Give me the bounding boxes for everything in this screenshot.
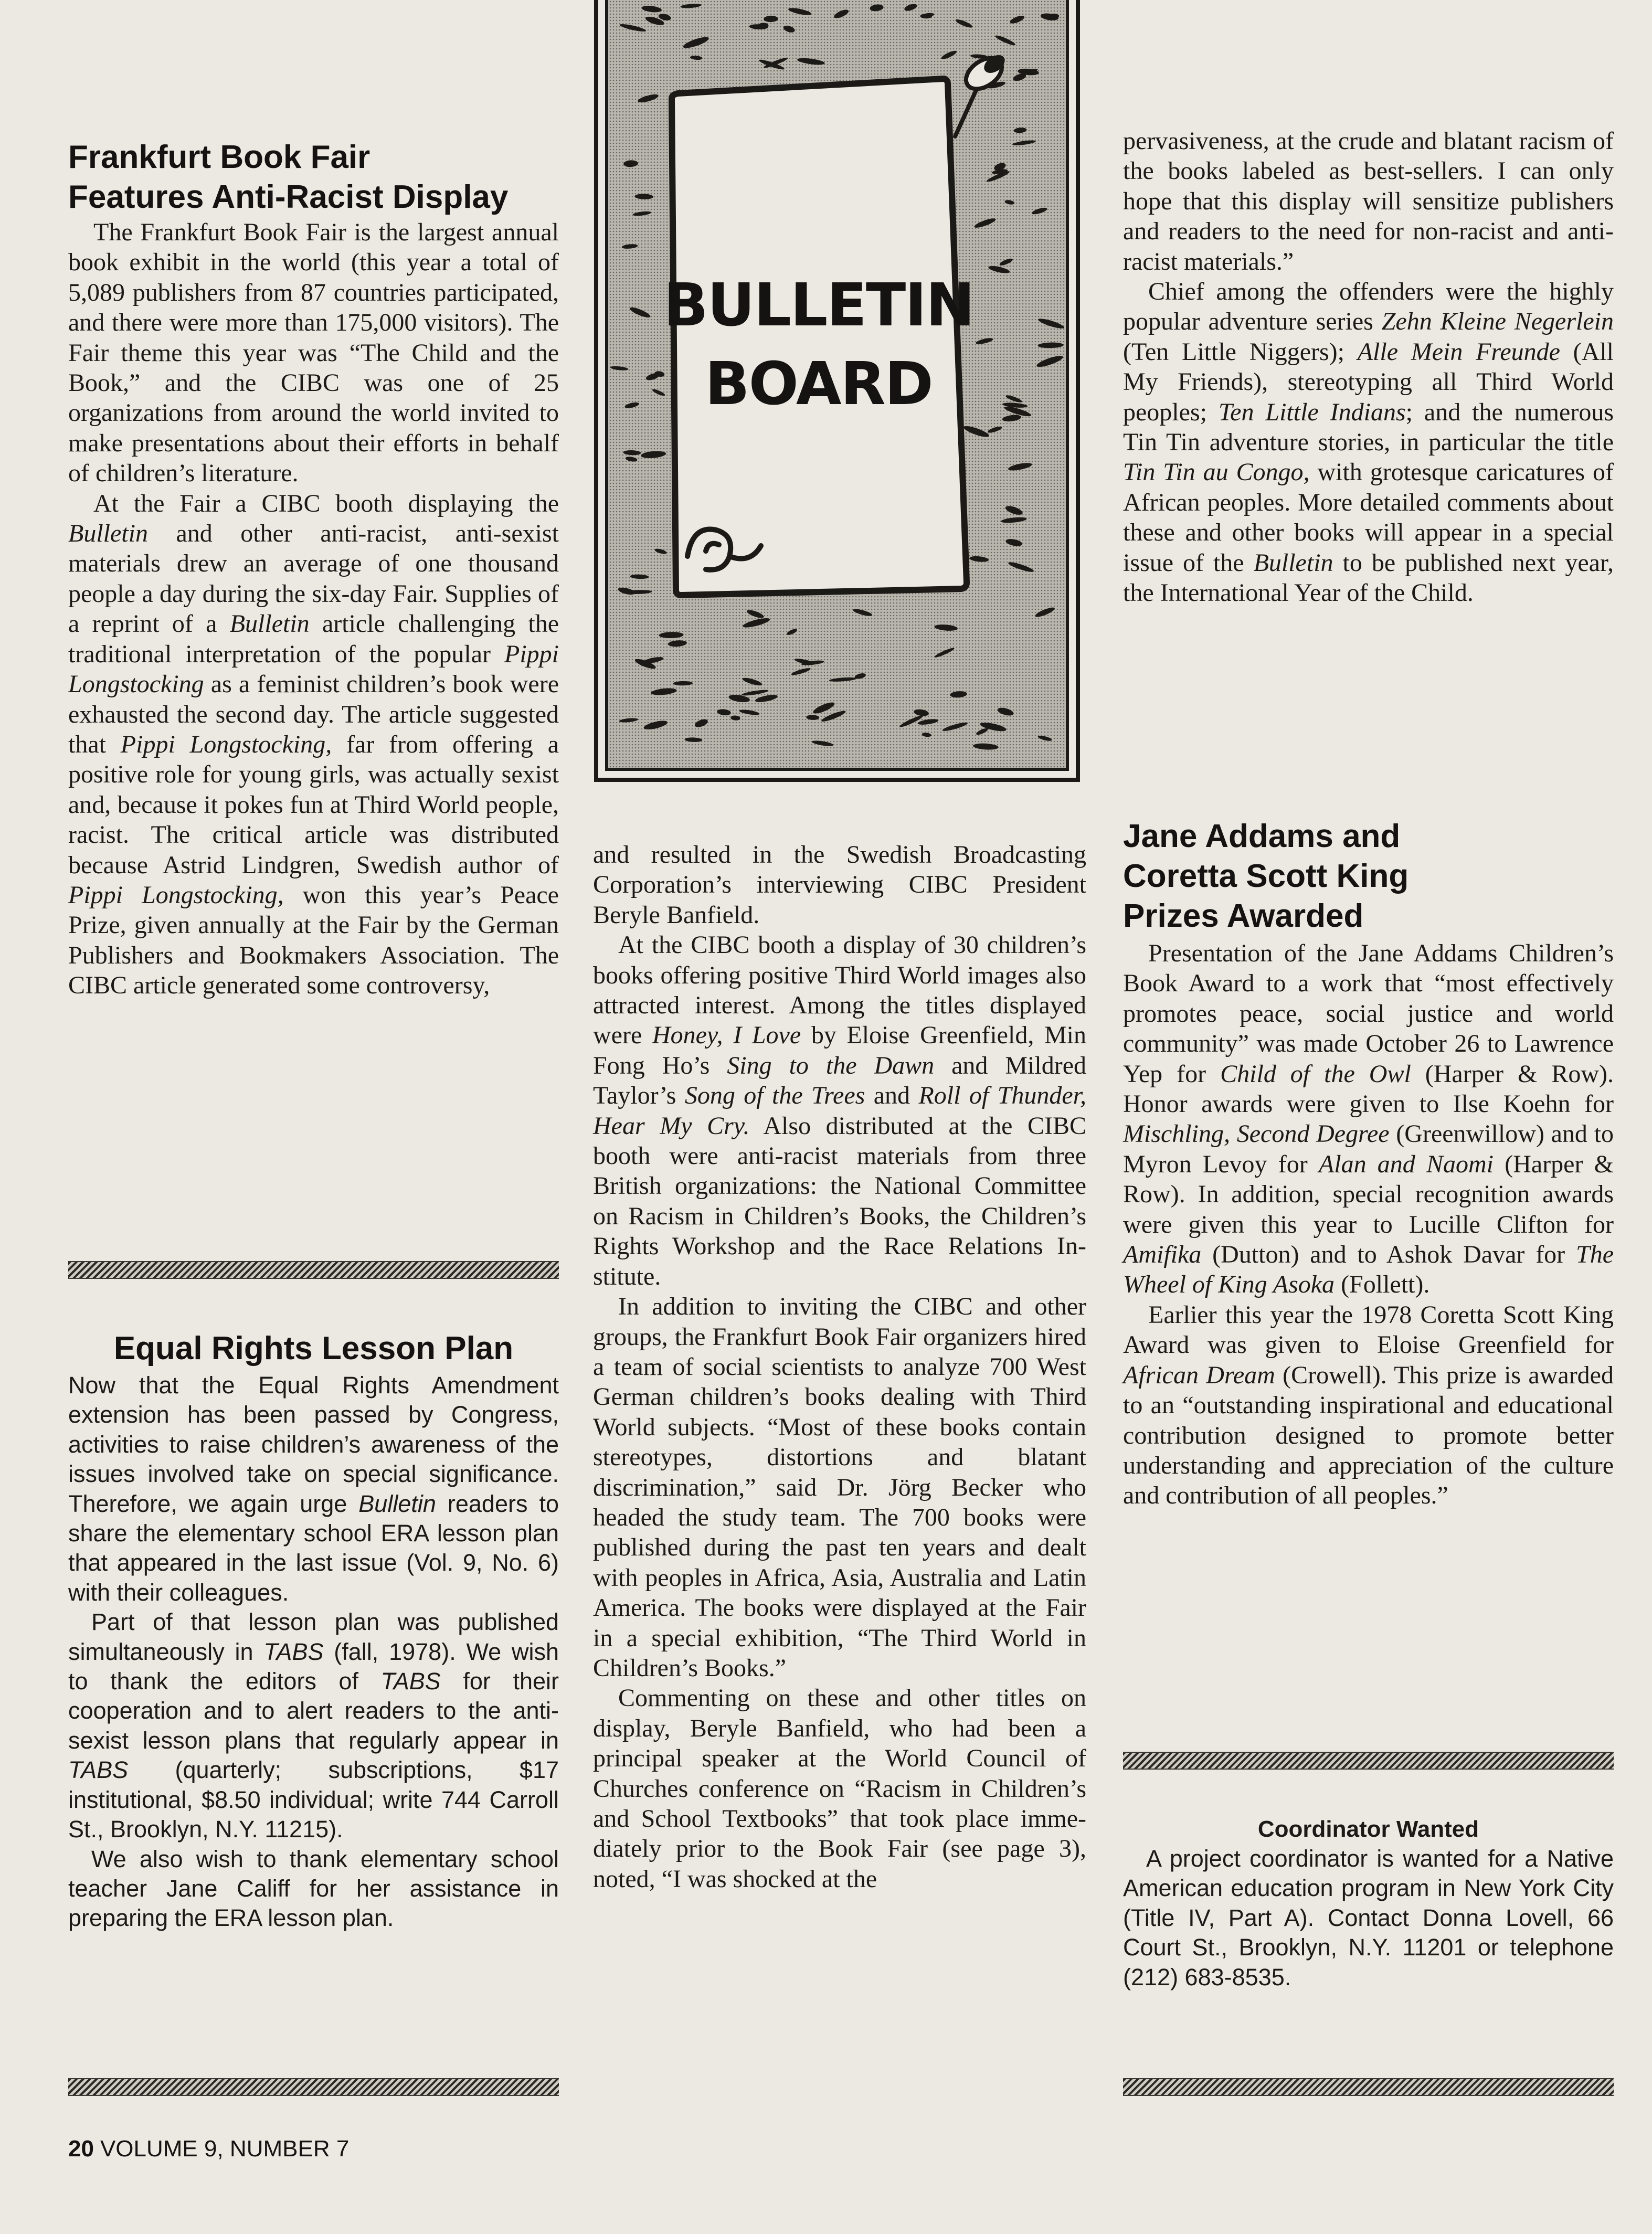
right-column: [1123, 126, 1614, 608]
title-line: Coretta Scott King: [1123, 858, 1409, 894]
article-title-equal-rights: [68, 1329, 559, 1369]
left-column-lower: [68, 1329, 559, 1933]
issue-label: VOLUME 9, NUMBER 7: [100, 2136, 350, 2162]
graphic-title-line2: BOARD: [705, 350, 933, 418]
notice-title: Coordinator Wanted: [1257, 1816, 1479, 1842]
article-title-frankfurt: [68, 137, 559, 217]
right-column-notice: [1123, 1815, 1614, 1992]
page-footer: [68, 2136, 349, 2162]
graphic-title-line1: BULLETIN: [663, 271, 974, 340]
title-line: Frankfurt Book Fair: [68, 139, 370, 175]
title-line: Jane Addams and: [1123, 818, 1401, 854]
page-number: 20: [68, 2136, 94, 2162]
article-body-frankfurt-concluded: pervasiveness, at the crude and blatant racism of the books labeled as best-sellers. I can only hope that this display will sensitize publishers and readers to the need for non-racist and anti-racist materials.” Chief among the offenders were the highly popular adventure series Zehn Kleine Negerlein (Ten Little Niggers); Alle Mein Freunde (All My Friends), stereotyping all Third World peoples; Ten Little Indians; and the numerous Tin Tin adventure stories, in particular the title Tin Tin au Congo, with grotesque caricatures of African peoples. More detailed comments about these and other books will appear in a special issue of the Bulletin to be published next year, the International Year of the Child.: [1123, 127, 1614, 607]
notice-body: [1123, 1844, 1614, 1992]
bulletin-board-illustration: [593, 0, 1081, 783]
middle-column: [593, 840, 1086, 1894]
article-body-equal-rights: Now that the Equal Rights Amendment extension has been passed by Congress, activities to raise children’s awareness of the issues involved take on special significance. Therefore, we again urge Bulletin readers to share the elementary school ERA lesson plan that appeared in the last issue (Vol. 9, No. 6) with their colleagues. Part of that lesson plan was published simultaneously in TABS (fall, 1978). We wish to thank the editors of TABS for their cooperation and to alert readers to the anti-sexist lesson plans that regularly appear in TABS (quarterly; subscriptions, $17 institutional, $8.50 individual; write 744 Carroll St., Brooklyn, N.Y. 11215). We also wish to thank elementary school teacher Jane Califf for her assistance in preparing the ERA lesson plan.: [68, 1372, 559, 1932]
title-line: Features Anti-Racist Display: [68, 179, 509, 215]
section-divider: [68, 1261, 559, 1279]
section-divider: [1123, 1752, 1614, 1770]
section-divider: [1123, 2078, 1614, 2096]
right-column-prizes: [1123, 817, 1614, 1511]
notice-text: A project coordinator is wanted for a Native American education program in New York City (Title IV, Part A). Contact Donna Lovell, 66 Court St., Brooklyn, N.Y. 11201 or telephone (212) 683-8535.: [1123, 1845, 1614, 1991]
article-body-frankfurt: The Frankfurt Book Fair is the largest annual book exhibit in the world (this year a total of 5,089 publishers from 87 countries participated, and there were more than 175,000 visitors). The Fair theme this year was “The Child and the Book,” and the CIBC was one of 25 organizations from around the world invited to make presentations about their efforts in behalf of children’s literature. At the Fair a CIBC booth displaying the Bulletin and other anti-racist, anti-sexist materials drew an average of one thousand people a day during the six-day Fair. Supplies of a reprint of a Bulletin article challenging the traditional interpretation of the popular Pippi Longstocking as a feminist children’s book were exhausted the second day. The article suggested that Pippi Longstocking, far from offering a positive role for young girls, was actually sexist and, because it pokes fun at Third World people, racist. The critical article was distributed because Astrid Lindgren, Swedish author of Pippi Longstocking, won this year’s Peace Prize, given annually at the Fair by the German Publishers and Bookmakers Association. The CIBC article generated some controversy,: [68, 218, 559, 1000]
article-body-frankfurt-continued: and resulted in the Swedish Broadcasting Corporation’s interviewing CIBC President Beryle Banfield. At the CIBC booth a display of 30 children’s books offering positive Third World images also attracted interest. Among the titles displayed were Honey, I Love by Eloise Greenfield, Min Fong Ho’s Sing to the Dawn and Mildred Taylor’s Song of the Trees and Roll of Thunder, Hear My Cry. Also distributed at the CIBC booth were anti-racist materials from three British organizations: the National Committee on Racism in Children’s Books, the Children’s Rights Workshop and the Race Relations Institute. In addition to inviting the CIBC and other groups, the Frankfurt Book Fair organizers hired a team of social scientists to analyze 700 West German children’s books dealing with Third World subjects. “Most of these books contain stereotypes, distortions and blatant discrimination,” said Dr. Jörg Becker who headed the study team. The 700 books were published during the past ten years and dealt with peoples in Africa, Asia, Australia and Latin America. The books were displayed at the Fair in a special exhibition, “The Third World in Children’s Books.” Commenting on these and other titles on display, Beryle Banfield, who had been a principal speaker at the World Council of Churches conference on “Racism in Children’s and School Textbooks” that took place immediately prior to the Book Fair (see page 3), noted, “I was shocked at the: [593, 841, 1087, 1893]
article-title-prizes: [1123, 817, 1614, 936]
section-divider: [68, 2078, 559, 2096]
left-column: [68, 137, 559, 1001]
title-line: Equal Rights Lesson Plan: [113, 1330, 514, 1367]
article-body-prizes: Presentation of the Jane Addams Children’s Book Award to a work that “most effectively promotes peace, social justice and world community” was made October 26 to Lawrence Yep for Child of the Owl (Harper & Row). Honor awards were given to Ilse Koehn for Mischling, Second Degree (Greenwillow) and to Myron Levoy for Alan and Naomi (Harper & Row). In addition, special recognition awards were given this year to Lucille Clifton for Amifika (Dutton) and to Ashok Davar for The Wheel of King Asoka (Follett). Earlier this year the 1978 Coretta Scott King Award was given to Eloise Greenfield for African Dream (Crowell). This prize is awarded to an “outstanding inspirational and educational contribution designed to promote better understanding and appreciation of the culture and contribution of all peoples.”: [1123, 939, 1614, 1510]
title-line: Prizes Awarded: [1123, 898, 1364, 934]
